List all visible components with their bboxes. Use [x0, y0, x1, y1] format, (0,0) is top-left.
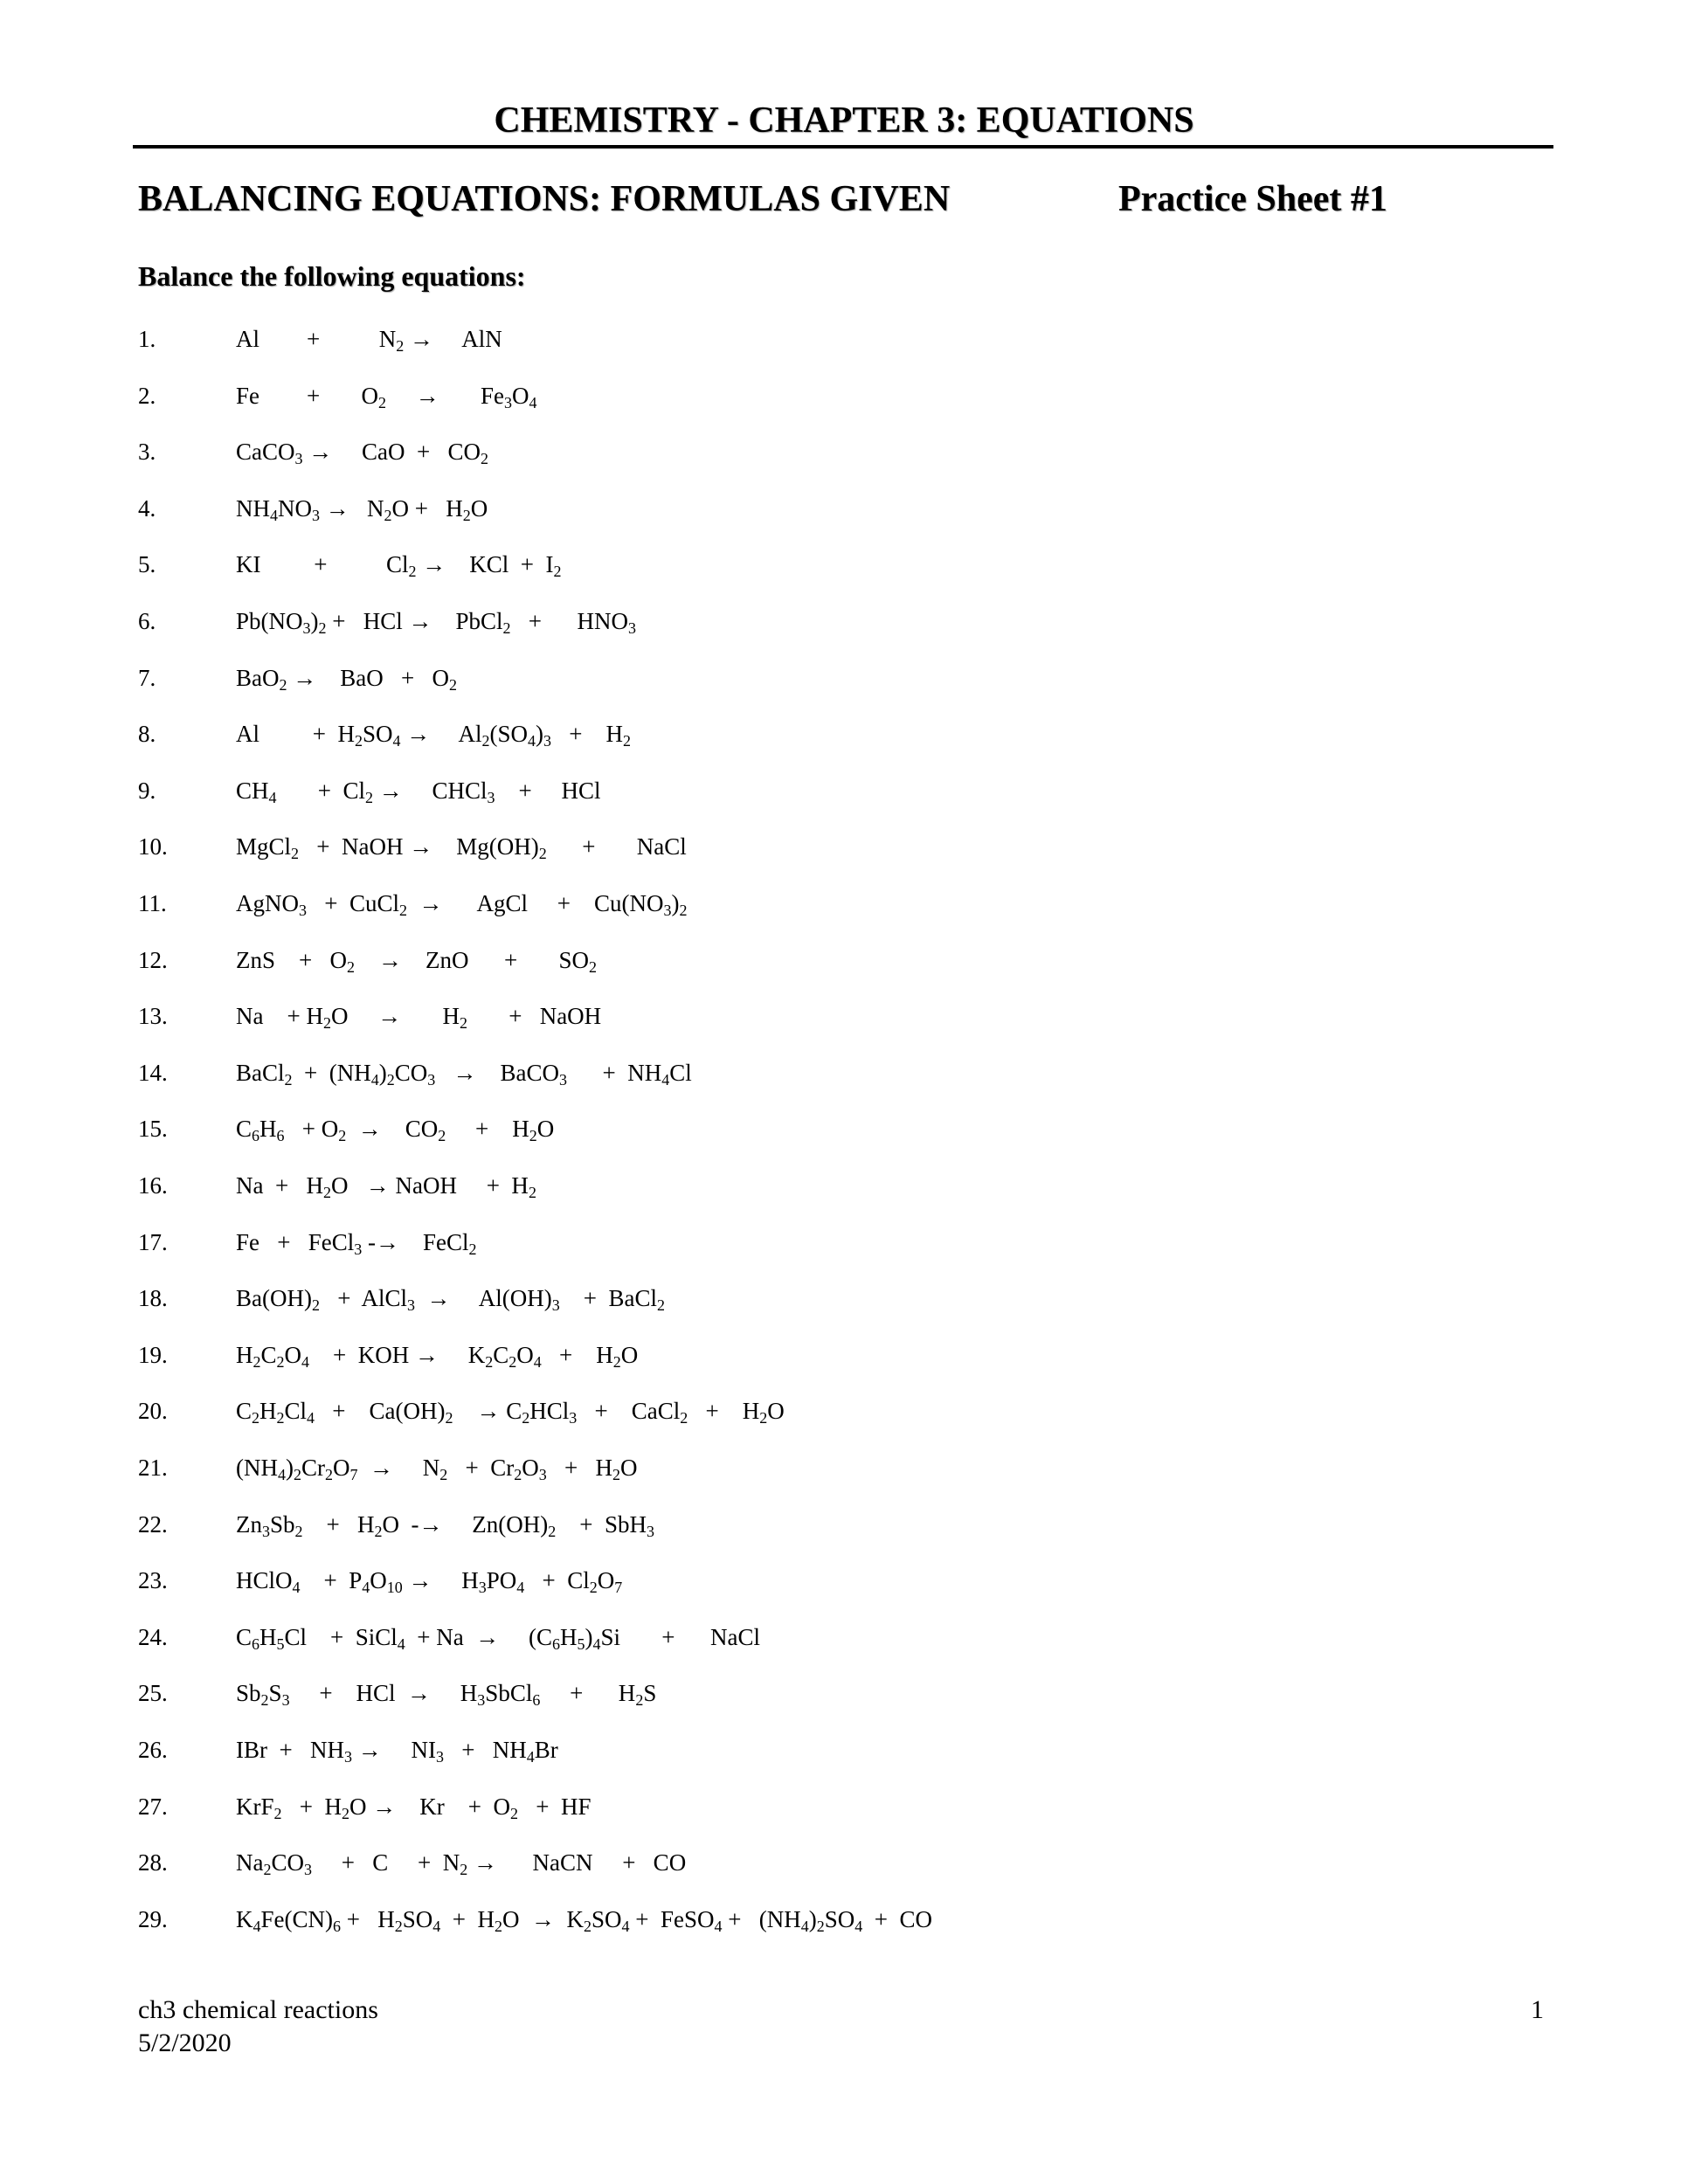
- equation-number: 9.: [138, 777, 156, 804]
- equation-row: [0, 829, 1688, 885]
- equation-row: [0, 321, 1688, 377]
- equation-row: [0, 491, 1688, 547]
- equation-text: Al + $N_2$ → AlN: [236, 326, 502, 355]
- page-number: 1: [1531, 1995, 1544, 2024]
- equation-text: $Zn_3Sb_2$ + $H_2O$ -→ $Zn(OH)_2$ + SbH$_3$: [236, 1510, 654, 1540]
- equation-row: [0, 1507, 1688, 1563]
- equation-text: $C_6H_5Cl$ + SiCl$_4$ + Na → $(C_6H_5)_4Si$ + NaCl: [236, 1623, 760, 1653]
- equation-text: $Na + H_2O$ → NaOH + $H_2$: [236, 1172, 536, 1201]
- page-title: CHEMISTRY - CHAPTER 3: EQUATIONS: [494, 100, 1194, 141]
- footer-date: 5/2/2020: [138, 2028, 232, 2057]
- equation-row: [0, 1337, 1688, 1393]
- equation-text: MgCl$_2$ + NaOH → $Mg(OH)_2$ + NaCl: [236, 833, 687, 863]
- equation-text: Na + $H_2O$ → $H_2$ + NaOH: [236, 1003, 602, 1033]
- equation-number: 2.: [138, 382, 156, 409]
- equation-number: 5.: [138, 551, 156, 578]
- equation-number: 1.: [138, 326, 156, 352]
- equation-number: 28.: [138, 1849, 168, 1876]
- equation-number: 10.: [138, 833, 168, 860]
- equation-row: [0, 1732, 1688, 1788]
- equation-row: [0, 434, 1688, 490]
- equation-row: [0, 943, 1688, 999]
- equation-number: 8.: [138, 721, 156, 748]
- equation-number: 12.: [138, 946, 168, 973]
- instructions: Balance the following equations:: [138, 260, 526, 292]
- equation-number: 4.: [138, 494, 156, 522]
- equation-number: 22.: [138, 1510, 168, 1538]
- equation-row: [0, 773, 1688, 829]
- equation-row: [0, 1168, 1688, 1224]
- equation-text: Al + $H_2SO_4$ → $Al_2(SO_4)_3$ + $H_2$: [236, 721, 632, 750]
- equation-text: CaCO$_3$ → CaO + $CO_2$: [236, 439, 488, 468]
- sheet-label: Practice Sheet #1: [1118, 179, 1387, 219]
- equation-number: 3.: [138, 439, 156, 466]
- footer-title: ch3 chemical reactions: [138, 1995, 378, 2024]
- equation-row: [0, 1676, 1688, 1731]
- equation-number: 11.: [138, 890, 167, 916]
- equation-text: $Na_2CO_3$ + C + $N_2$ → NaCN + CO: [236, 1849, 687, 1879]
- equation-text: $Ba(OH)_2$ + AlCl$_3$ → $Al(OH)_3$ + BaCl$_2$: [236, 1285, 665, 1315]
- equation-row: [0, 1563, 1688, 1619]
- equation-number: 26.: [138, 1737, 168, 1763]
- equation-number: 17.: [138, 1228, 168, 1255]
- section-title: BALANCING EQUATIONS: FORMULAS GIVEN: [138, 179, 951, 219]
- equation-number: 15.: [138, 1116, 168, 1143]
- equation-number: 23.: [138, 1567, 168, 1594]
- equation-row: [0, 660, 1688, 716]
- equation-number: 29.: [138, 1905, 168, 1932]
- equation-text: $(NH_4)_2Cr_2O_7$ → $N_2 + Cr_2O_3 + H_2O$: [236, 1455, 638, 1483]
- equation-row: [0, 1225, 1688, 1281]
- equation-text: HClO$_4$ + $P_4O_{10}$ → $H_3PO_4 + Cl_2O_7$: [236, 1567, 623, 1597]
- equation-row: [0, 1450, 1688, 1506]
- equation-row: [0, 716, 1688, 772]
- equation-text: $KrF_2 + H_2O$ → Kr + $O_2$ + HF: [236, 1793, 591, 1822]
- equation-number: 24.: [138, 1623, 168, 1650]
- equation-number: 16.: [138, 1172, 168, 1199]
- equation-text: AgNO$_3$ + CuCl$_2$ → AgCl + $Cu(NO_3)_2$: [236, 890, 688, 919]
- equation-number: 20.: [138, 1398, 168, 1425]
- equation-text: $K_4Fe(CN)_6 + H_2SO_4 + H_2O \to K_2SO_4$ + FeSO$_4$ + $(NH_4)_2SO_4$ + CO: [236, 1905, 932, 1935]
- equation-text: ZnS + $O_2$ → ZnO + $SO_2$: [236, 946, 597, 976]
- equation-row: [0, 1845, 1688, 1901]
- equation-text: BaCl$_2$ + $(NH_4)_2CO_3$ → BaCO$_3$ + $NH_4Cl$: [236, 1059, 692, 1089]
- equation-text: $C_2H_2Cl_4$ + $Ca(OH)_2$ → $C_2HCl_3$ + CaCl$_2$ + $H_2O$: [236, 1398, 785, 1427]
- equation-row: [0, 999, 1688, 1054]
- equation-row: [0, 547, 1688, 603]
- equation-text: Fe + FeCl$_3$ -→ FeCl$_2$: [236, 1228, 477, 1258]
- equation-text: $Sb_2S_3$ + HCl → $H_3SbCl_6$ + $H_2S$: [236, 1680, 657, 1710]
- equation-number: 18.: [138, 1285, 168, 1312]
- equation-text: $C_6H_6 + O_2$ → $CO_2$ + $H_2O$: [236, 1116, 555, 1145]
- title-rule: [133, 145, 1553, 149]
- equation-text: $CH_4$ + $Cl_2$ → CHCl$_3$ + HCl: [236, 777, 601, 806]
- equation-number: 19.: [138, 1341, 168, 1368]
- equation-row: [0, 1620, 1688, 1676]
- equation-number: 7.: [138, 664, 156, 691]
- equation-number: 25.: [138, 1680, 168, 1707]
- equation-text: Fe + $O_2$ → $Fe_3O_4$: [236, 382, 537, 411]
- equation-text: IBr + $NH_3$ → $NI_3 + NH_4Br$: [236, 1737, 558, 1766]
- equation-row: [0, 1111, 1688, 1167]
- equation-text: BaO$_2$ → BaO + $O_2$: [236, 664, 457, 694]
- equation-text: KI + $Cl_2$ → KCl + $I_2$: [236, 551, 562, 581]
- equation-row: [0, 1055, 1688, 1111]
- equation-row: [0, 1789, 1688, 1845]
- equation-row: [0, 1281, 1688, 1337]
- equation-row: [0, 604, 1688, 660]
- equation-number: 27.: [138, 1793, 168, 1820]
- equation-number: 6.: [138, 608, 156, 634]
- equation-number: 13.: [138, 1003, 168, 1030]
- equation-text: $NH_4NO_3 \to N_2O + H_2O$: [236, 494, 488, 524]
- equation-number: 14.: [138, 1059, 168, 1086]
- equation-number: 21.: [138, 1455, 168, 1481]
- equation-row: [0, 1902, 1688, 1958]
- equation-text: $Pb(NO_3)_2$ + HCl → PbCl$_2$ + $HNO_3$: [236, 608, 637, 637]
- equation-row: [0, 378, 1688, 434]
- equation-row: [0, 1393, 1688, 1449]
- equation-row: [0, 886, 1688, 942]
- equation-text: $H_2C_2O_4$ + KOH → $K_2C_2O_4$ + $H_2O$: [236, 1341, 639, 1371]
